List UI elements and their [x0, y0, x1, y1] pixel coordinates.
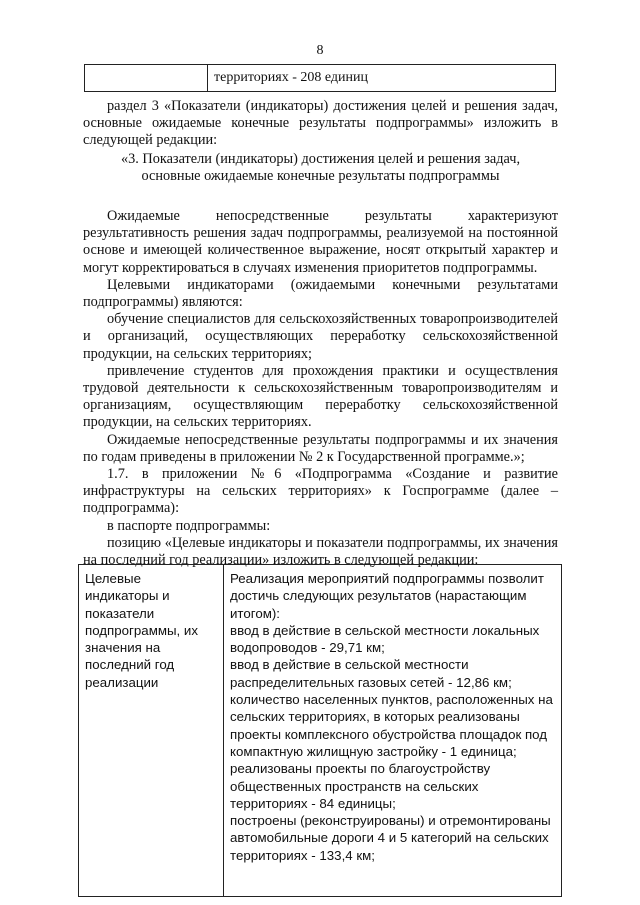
paragraph-annex-6: 1.7. в приложении №6 «Подпрограмма «Создание и развитие инфраструктуры на сельских территориях» к Госпрограмме (далее – подпрограмма): — [83, 466, 558, 517]
section-heading-line-2: основные ожидаемые конечные результаты подпрограммы — [141, 167, 500, 184]
label-line: показатели — [85, 605, 155, 621]
paragraph-results-reference: Ожидаемые непосредственные результаты подпрограммы и их значения по годам приведены в приложении № 2 к Государственной программе.»; — [83, 431, 558, 465]
section-heading-line-1: «3. Показатели (индикаторы) достижения целей и решения задач, — [120, 150, 521, 167]
value-line: компактную жилищную застройку - 1 единица; — [230, 743, 517, 759]
value-line: распределительных газовых сетей - 12,86 км; — [230, 674, 512, 690]
label-line: Целевые — [85, 571, 141, 586]
document-body — [83, 98, 558, 569]
top-table-fragment — [84, 64, 556, 92]
value-line: построены (реконструированы) и отремонтированы — [230, 813, 551, 829]
label-line: последний год — [85, 657, 175, 673]
paragraph-student-attraction: привлечение студентов для прохождения практики и осуществления трудовой деятельности к сельскохозяйственным товаропроизводителям и организациям, осуществляющим переработку сельскохозяйственной продукции, на сельских территориях. — [83, 362, 558, 431]
value-line: реализованы проекты по благоустройству — [230, 761, 491, 777]
label-line: индикаторы и — [85, 588, 170, 604]
label-line: значения на — [85, 640, 161, 656]
paragraph-target-indicators: Целевыми индикаторами (ожидаемыми конечными результатами подпрограммы) являются: — [83, 276, 558, 311]
value-line: сельских территориях, в которых реализованы — [230, 709, 520, 725]
value-line: количество населенных пунктов, расположенных на — [230, 692, 553, 708]
value-line: проекты комплексного обустройства площадок под — [230, 726, 548, 742]
value-line: ввод в действие в сельской местности — [230, 657, 469, 673]
value-line: автомобильные дороги 4 и 5 категорий на сельских — [230, 830, 549, 846]
paragraph-specialist-training: обучение специалистов для сельскохозяйственных товаропроизводителей и организаций, осуществляющих переработку сельскохозяйственной продукции, на сельских территориях; — [83, 311, 558, 362]
top-table-right-cell: территориях - 208 единиц — [208, 65, 556, 92]
value-line: достичь следующих результатов (нарастающим — [230, 588, 527, 604]
paragraph-position: позицию «Целевые индикаторы и показатели подпрограммы, их значения на последний год реализации» изложить в следующей редакции: — [83, 534, 558, 569]
top-table-left-cell — [85, 65, 208, 92]
label-line: реализации — [85, 674, 159, 690]
paragraph-section3-instruction: раздел 3 «Показатели (индикаторы) достижения целей и решения задач, основные ожидаемые конечные результаты подпрограммы» изложить в следующей редакции: — [83, 98, 558, 149]
page-number: 8 — [316, 43, 324, 58]
label-line: подпрограммы, их — [85, 622, 198, 638]
value-line: водопроводов - 29,71 км; — [230, 640, 385, 656]
indicators-table — [78, 564, 562, 897]
indicators-table-label-cell — [79, 565, 224, 897]
value-line: территориях - 84 единицы; — [230, 795, 396, 811]
indicators-table-value-cell — [224, 565, 562, 897]
paragraph-expected-results: Ожидаемые непосредственные результаты характеризуют результативность решения задач подпрограммы, реализуемой на постоянной основе и имеющей количественное выражение, носят открытый характер и могут корректироваться в случаях изменения приоритетов подпрограммы. — [83, 208, 558, 276]
value-line: общественных пространств на сельских — [230, 778, 479, 794]
value-line: итогом): — [230, 605, 280, 621]
value-line: Реализация мероприятий подпрограммы позволит — [230, 571, 544, 586]
value-line: ввод в действие в сельской местности локальных — [230, 622, 540, 638]
value-line: территориях - 133,4 км; — [230, 847, 375, 863]
paragraph-passport: в паспорте подпрограммы: — [107, 517, 271, 534]
